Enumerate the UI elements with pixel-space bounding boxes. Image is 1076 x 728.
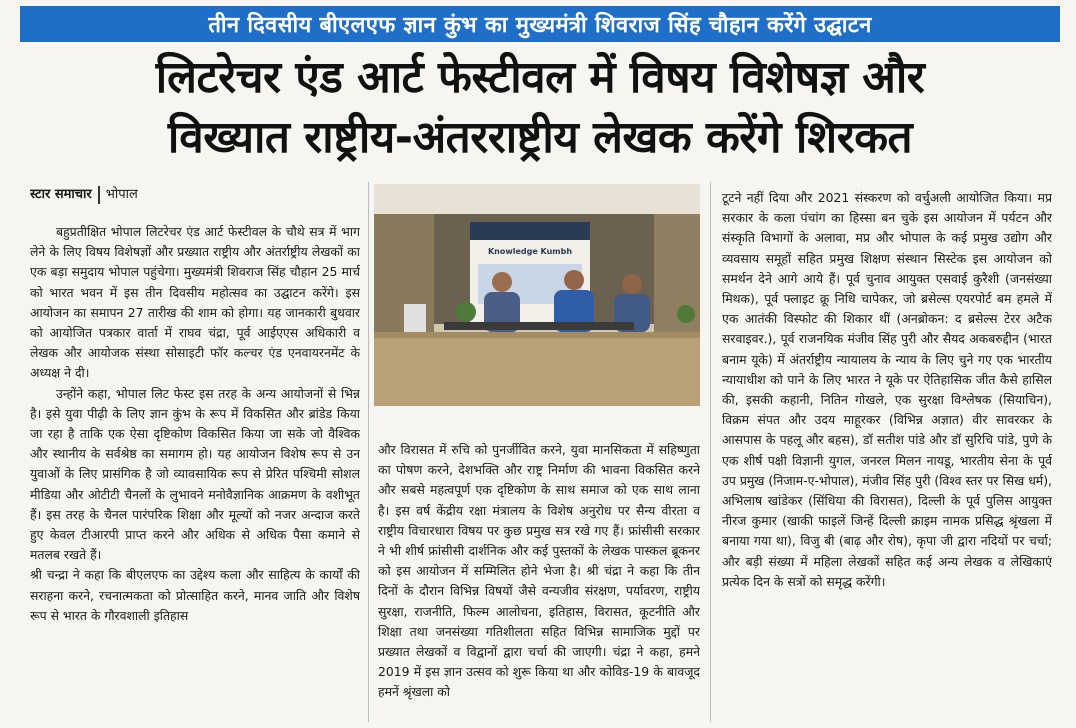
photo-standee-text: Knowledge Kumbh — [487, 247, 573, 256]
photo-ceiling — [374, 184, 700, 214]
article-column-3 — [722, 188, 1052, 728]
photo-plant-left — [456, 302, 476, 322]
photo-person-2-head — [564, 270, 584, 290]
photo-person-3-head — [622, 274, 642, 294]
headline-line-1: लिटरेचर एंड आर्ट फेस्टीवल में विषय विशेषज्ञ और — [155, 52, 925, 103]
article-column-3-text: टूटने नहीं दिया और 2021 संस्करण को वर्चुअली आयोजित किया। मप्र सरकार के कला पंचांग का हिस्सा बन चुके इस आयोजन में पर्यटन और संस्कृति विभागों के अलावा, मप्र और भोपाल के कई प्रमुख उद्योग और व्यवसाय समूहों सहित प्रमुख शिक्षण संस्थान सिस्टेक इस आयोजन को समर्थन देने आगे आये हैं। पूर्व चुनाव आयुक्त एसवाई कुरैशी (जनसंख्या मिथक), पूर्व फ्लाइट क्रू निधि चापेकर, जो ब्रसेल्स एयरपोर्ट बम हमले में एक आतंकी विस्फोट की शिकार थीं (अनब्रोकन: द ब्रसेल्स टेरर अटैक सरवाइवर.), पूर्व राजनयिक मंजीव सिंह पुरी और सैयद अकबरुद्दीन (भारत बनाम यूके) में अंतर्राष्ट्रीय न्यायालय के न्याय के लिए चुने गए एक भारतीय न्यायाधीश को पाने के लिए भारत ने यूके पर ऐतिहासिक जीत कैसे हासिल की, इसकी कहानी, नितिन गोखले, एक सुरक्षा विश्लेषक (सियाचिन), विक्रम संपत और उदय माहूरकर (विभिन्न अज्ञात) वीर सावरकर के आसपास के पहलू और बहस), डॉ सतीश पांडे और डॉ सुरिचि पांडे, पुणे के एक शीर्ष पक्षी विज्ञानी युगल, जनरल मिलन नायडू, भारतीय सेना के पूर्व उप प्रमुख (निजाम-ए-भोपाल), मंजीव सिंह पुरी (विश्व स्तर पर सिख धर्म), अभिलाष खांडेकर (सिंधिया की विरासत), दिल्ली के पूर्व पुलिस आयुक्त नीरज कुमार (खाकी फाइलें जिन्हें दिल्ली क्राइम नामक प्रसिद्ध श्रृंखला में बनाया गया था), विजु बी (बाढ़ और रोष), कृपा जी द्वारा नदियों पर चर्चा; और बड़ी संख्या में महिला लेखकों सहित कई अन्य लेखक व लेखिकाएं प्रत्येक दिन के सत्रों को समृद्ध करेंगी। — [722, 190, 1052, 589]
article-column-2-text: और विरासत में रुचि को पुनर्जीवित करने, युवा मानसिकता में सहिष्णुता का पोषण करने, देशभक्ति और राष्ट्र निर्माण की भावना विकसित करने और सबसे महत्वपूर्ण एक दृष्टिकोण के साथ समाज को एक साथ लाना है। इस वर्ष केंद्रीय रक्षा मंत्रालय के विशेष अनुरोध पर सैन्य वीरता व राष्ट्रीय विचारधारा विषय पर कुछ प्रमुख सत्र रखे गए हैं। फ्रांसीसी सरकार ने भी शीर्ष फ्रांसीसी दार्शनिक और कई पुस्तकों के लेखक पास्कल ब्रूकनर को इस आयोजन में सम्मिलित होने भेजा है। श्री चंद्रा ने कहा कि तीन दिनों के दौरान विभिन्न विषयों जैसे वन्यजीव संरक्षण, पर्यावरण, राष्ट्रीय सुरक्षा, राजनीति, फिल्म आलोचना, इतिहास, विरासत, कूटनीति और शिक्षा तथा जनसंख्या गतिशीलता सहित विभिन्न सामाजिक मुद्दों पर प्रख्यात लेखकों व विद्वानों द्वारा चर्चा की जाएगी। चंद्रा ने कहा, हमने 2019 में इस ज्ञान उत्सव को शुरू किया था और कोविड-19 के बावजूद हमनें श्रृंखला को — [378, 442, 700, 700]
photo-illustration — [374, 184, 700, 406]
column-divider-2 — [710, 182, 711, 722]
top-banner — [20, 6, 1060, 42]
article-paragraph-1: बहुप्रतीक्षित भोपाल लिटरेचर एंड आर्ट फेस्टीवल के चौथे सत्र में भाग लेने के लिए विषय विशेषज्ञों और प्रख्यात राष्ट्रीय और अंतर्राष्ट्रीय लेखकों का एक बड़ा समुदाय भोपाल पहुंचेगा। मुख्यमंत्री शिवराज सिंह चौहान 25 मार्च को भारत भवन में इस तीन दिवसीय महोत्सव का उद्घाटन करेंगे। इस आयोजन का समापन 27 तारीख की शाम को होगा। यह जानकारी बुधवार को आयोजित पत्रकार वार्ता में राघव चंद्रा, पूर्व आईएएस अधिकारी व लेखक और आयोजक संस्था सोसाइटी फॉर कल्चर एंड एनवायरनमेंट के अध्यक्ष ने दी। — [30, 224, 360, 381]
byline-separator — [98, 186, 100, 204]
photo-table-cloth — [374, 332, 700, 406]
banner-text: तीन दिवसीय बीएलएफ ज्ञान कुंभ का मुख्यमंत्री शिवराज सिंह चौहान करेंगे उद्घाटन — [208, 13, 872, 38]
byline — [30, 182, 360, 208]
photo-standee-top — [470, 222, 590, 240]
photo-microphones — [444, 322, 634, 330]
byline-source: स्टार समाचार — [30, 186, 92, 202]
article-paragraph-2: उन्होंने कहा, भोपाल लिट फेस्ट इस तरह के अन्य आयोजनों से भिन्न है। इसे युवा पीढ़ी के लिए ज्ञान कुंभ के रूप में विकसित और ब्रांडेड किया जा रहा है ताकि एक ऐसा दृष्टिकोण विकसित किया जा सके जो वैश्विक और स्थानीय के सर्वश्रेष्ठ का समागम हो। यह आयोजन विशेष रूप से उन युवाओं के लिए प्रासंगिक है जो व्यावसायिक रूप से प्रेरित पश्चिमी सोशल मीडिया और ओटीटी चैनलों के लुभावने मनोवैज्ञानिक आक्रमण के वशीभूत हैं। इस तरह के चैनल पारंपरिक शिक्षा और मूल्यों को नजर अन्दाज करते हुए केवल टीआरपी प्राप्त करने और अधिक से अधिक पैसा कमाने से मतलब रखते हैं। — [30, 385, 360, 563]
article-column-1 — [30, 182, 360, 722]
photo-curtain-right — [654, 214, 700, 344]
headline-line-2: विख्यात राष्ट्रीय-अंतरराष्ट्रीय लेखक करेंगे शिरकत — [167, 112, 913, 163]
photo-table-edge — [374, 332, 700, 338]
photo-person-1-head — [492, 272, 512, 292]
column-divider-1 — [368, 182, 369, 722]
byline-city: भोपाल — [105, 186, 138, 202]
photo-bottles — [404, 304, 426, 334]
press-conference-photo — [374, 184, 700, 406]
article-column-2 — [378, 440, 700, 722]
article-paragraph-3: श्री चन्द्रा ने कहा कि बीएलएफ का उद्देश्य कला और साहित्य के कार्यों की सराहना करने, रचनात्मकता को प्रोत्साहित करने, मानव जाति और विशेष रूप से भारत के गौरवशाली इतिहास — [30, 567, 360, 623]
photo-plant-right — [677, 305, 695, 323]
